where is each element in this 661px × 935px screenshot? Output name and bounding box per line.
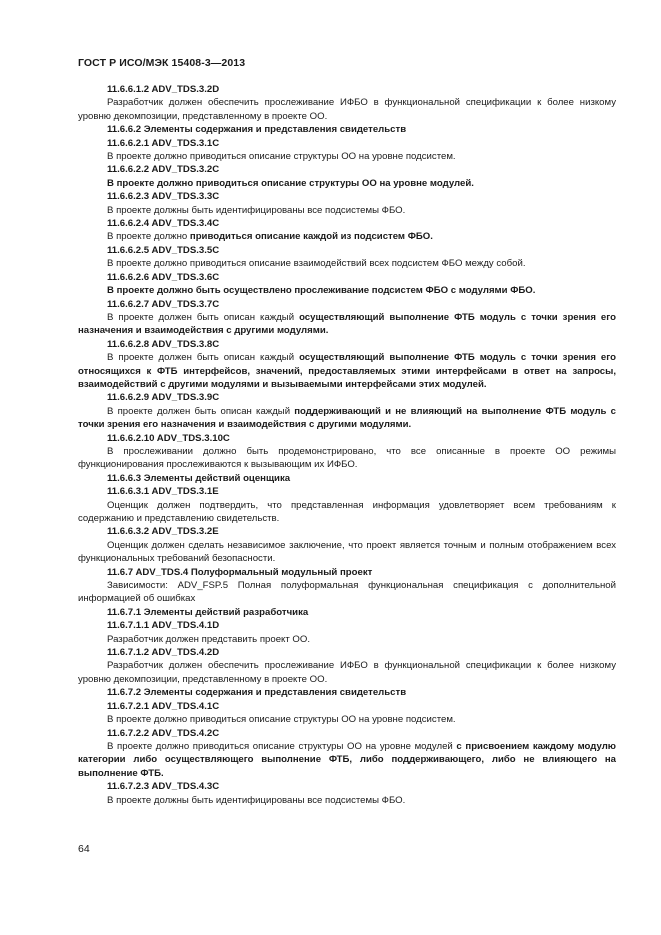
- paragraph-text: В проекте должны быть идентифицированы все подсистемы ФБО.: [107, 204, 406, 216]
- emphasized-text: приводиться описание каждой из подсистем ФБО.: [189, 231, 433, 243]
- paragraph: [78, 257, 616, 270]
- paragraph-text: Разработчик должен обеспечить прослеживание ИФБО в функциональной спецификации к более низкому уровню декомпозиции, представленному в проекте ОО.: [78, 97, 616, 122]
- section-heading: 11.6.7.2.2 ADV_TDS.4.2C: [107, 727, 220, 739]
- emphasized-text: поддерживающий и не влияющий на выполнение ФТБ модуль с точки зрения его назначения и взаимодействия с другими модулями.: [78, 405, 616, 431]
- section-heading: 11.6.6.1.2 ADV_TDS.3.2D: [107, 84, 220, 95]
- paragraph: [78, 499, 616, 526]
- paragraph: [78, 311, 616, 338]
- paragraph-text: В проекте должно приводиться описание структуры ОО на уровне модулей: [107, 740, 457, 752]
- paragraph-text: В проекте должны быть идентифицированы все подсистемы ФБО.: [107, 794, 406, 806]
- paragraph-text: Разработчик должен представить проект ОО.: [107, 633, 310, 645]
- paragraph: [78, 659, 616, 686]
- section-heading: 11.6.6.2.8 ADV_TDS.3.8C: [107, 338, 220, 350]
- paragraph: [78, 539, 616, 566]
- section-heading: 11.6.7.1.1 ADV_TDS.4.1D: [107, 620, 220, 632]
- section-heading: 11.6.6.3 Элементы действий оценщика: [107, 472, 291, 484]
- emphasized-text: с присвоением каждому модулю категории либо осуществляющего выполнение ФТБ, либо поддерживающего, либо не влияющего на выполнение ФТБ.: [78, 740, 616, 779]
- paragraph: [78, 405, 616, 432]
- section-heading: 11.6.7.2 Элементы содержания и представления свидетельств: [107, 687, 407, 699]
- document-body: [78, 83, 616, 807]
- paragraph-text: В проекте должен быть описан каждый: [107, 311, 300, 323]
- paragraph: [78, 177, 616, 190]
- section-heading: 11.6.6.2.4 ADV_TDS.3.4C: [107, 218, 220, 230]
- paragraph-text: В прослеживании должно быть продемонстрировано, что все описанные в проекте ОО режимы функционирования прослеживаются к вызывающим их ИФБО.: [78, 445, 616, 471]
- paragraph-text: В проекте должен быть описан каждый: [107, 352, 300, 364]
- section-heading: 11.6.6.2.9 ADV_TDS.3.9C: [107, 392, 220, 404]
- paragraph-text: Разработчик должен обеспечить прослеживание ИФБО в функциональной спецификации к более низкому уровню декомпозиции, представленному в проекте ОО.: [78, 660, 616, 685]
- paragraph: [78, 713, 616, 726]
- section-heading: 11.6.7.1.2 ADV_TDS.4.2D: [107, 647, 220, 659]
- section-heading: 11.6.6.2.5 ADV_TDS.3.5C: [107, 244, 220, 256]
- paragraph: [78, 445, 616, 472]
- emphasized-text: В проекте должно приводиться описание структуры ОО на уровне модулей.: [107, 177, 474, 189]
- paragraph-text: В проекте должно приводиться описание взаимодействий всех подсистем ФБО между собой.: [107, 258, 526, 270]
- section-heading: 11.6.6.2.10 ADV_TDS.3.10C: [107, 432, 230, 444]
- section-heading: 11.6.6.2.3 ADV_TDS.3.3C: [107, 191, 220, 203]
- document-header: ГОСТ Р ИСО/МЭК 15408-3—2013: [78, 57, 246, 69]
- paragraph: [78, 740, 616, 780]
- paragraph: [78, 633, 616, 646]
- emphasized-text: осуществляющий выполнение ФТБ модуль с точки зрения его относящихся к ФТБ интерфейсов, значений, предоставляемых этими интерфейсами в ответ на запросы, взаимодействий с другими модулями и вызываемыми интерфейсами этих модулей.: [78, 352, 616, 390]
- section-heading: 11.6.7.2.3 ADV_TDS.4.3C: [107, 781, 220, 793]
- paragraph: [78, 794, 616, 807]
- paragraph: [78, 579, 616, 606]
- paragraph-text: В проекте должно приводиться описание структуры ОО на уровне подсистем.: [107, 151, 456, 163]
- paragraph-text: Зависимости: ADV_FSP.5 Полная полуформальная функциональная спецификация с дополнительной информацией об ошибках: [78, 580, 616, 605]
- section-heading: 11.6.6.3.1 ADV_TDS.3.1E: [107, 486, 219, 498]
- paragraph-text: Оценщик должен сделать независимое заключение, что проект является точным и полным отображением всех функциональных требований безопасности.: [78, 539, 616, 565]
- section-heading: 11.6.7 ADV_TDS.4 Полуформальный модульный проект: [107, 566, 373, 578]
- emphasized-text: осуществляющий выполнение ФТБ модуль с точки зрения его назначения и взаимодействия с другими модулями.: [78, 311, 616, 337]
- paragraph-text: В проекте должно приводиться описание структуры ОО на уровне подсистем.: [107, 714, 456, 726]
- section-heading: 11.6.6.2.7 ADV_TDS.3.7C: [107, 298, 220, 310]
- paragraph-text: В проекте должно: [107, 231, 190, 243]
- paragraph: [78, 351, 616, 391]
- section-heading: 11.6.6.3.2 ADV_TDS.3.2E: [107, 526, 219, 538]
- section-heading: 11.6.7.1 Элементы действий разработчика: [107, 606, 309, 618]
- paragraph: [78, 96, 616, 123]
- paragraph: [78, 284, 616, 297]
- section-heading: 11.6.6.2 Элементы содержания и представления свидетельств: [107, 124, 407, 136]
- paragraph-text: В проекте должен быть описан каждый: [107, 405, 295, 417]
- page-number: 64: [78, 843, 90, 855]
- section-heading: 11.6.6.2.2 ADV_TDS.3.2C: [107, 164, 220, 176]
- paragraph: [78, 204, 616, 217]
- section-heading: 11.6.7.2.1 ADV_TDS.4.1C: [107, 700, 220, 712]
- paragraph: [78, 150, 616, 163]
- section-heading: 11.6.6.2.1 ADV_TDS.3.1C: [107, 137, 220, 149]
- section-heading: 11.6.6.2.6 ADV_TDS.3.6C: [107, 271, 220, 283]
- emphasized-text: В проекте должно быть осуществлено прослеживание подсистем ФБО с модулями ФБО.: [107, 285, 536, 297]
- paragraph-text: Оценщик должен подтвердить, что представленная информация удовлетворяет всем требованиям к содержанию и представлению свидетельств.: [78, 499, 616, 524]
- paragraph: [78, 230, 616, 243]
